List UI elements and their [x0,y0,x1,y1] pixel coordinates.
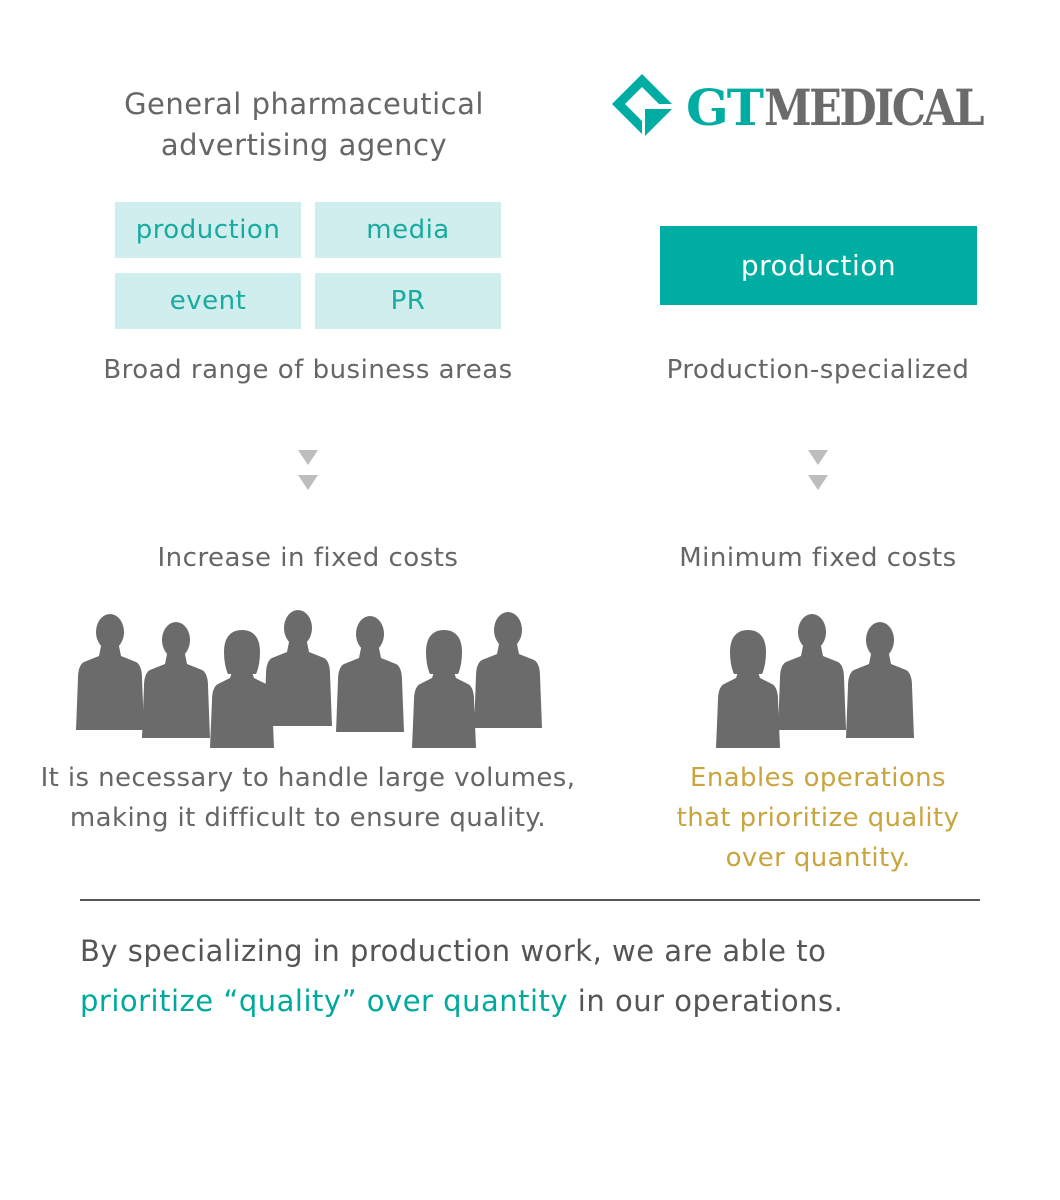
person-silhouette-icon [210,630,274,748]
person-silhouette-icon [264,610,332,726]
right-scope-caption: Production-specialized [666,355,970,385]
person-silhouette-icon [846,622,914,738]
tag-media: media [315,202,501,258]
summary [80,926,980,1026]
tag-event: event [115,273,301,329]
left-outcome-line2: making it difficult to ensure quality. [69,803,547,833]
agency-title [84,84,524,166]
person-silhouette-icon [716,630,780,748]
person-silhouette-icon [412,630,476,748]
down-triangle-icon [808,475,828,490]
logo-medical-text: MEDICAL [764,78,985,137]
gt-medical-logo [612,74,984,138]
down-triangle-icon [808,450,828,465]
agency-title-line1: General pharmaceutical [124,87,484,121]
summary-highlight: prioritize “quality” over quantity [80,984,569,1018]
right-outcome-line2: that prioritize quality [676,803,960,833]
logo-gt-text: GT [686,78,762,137]
person-silhouette-icon [474,612,542,728]
agency-title-line2: advertising agency [160,128,448,162]
right-outcome [638,758,998,878]
person-silhouette-icon [76,614,144,730]
summary-line2 [80,976,980,1026]
right-outcome-line1: Enables operations [690,763,946,793]
divider [80,899,980,901]
left-scope-caption: Broad range of business areas [103,355,513,385]
left-outcome-line1: It is necessary to handle large volumes, [40,763,576,793]
right-outcome-line3: over quantity. [725,843,911,873]
summary-line1: By specializing in production work, we are able to [80,934,827,968]
right-people-group [712,612,918,730]
down-triangle-icon [298,475,318,490]
left-cost-caption: Increase in fixed costs [157,543,459,573]
down-triangle-icon [298,450,318,465]
right-down-arrows [808,450,828,490]
person-silhouette-icon [778,614,846,730]
person-silhouette-icon [142,622,210,738]
tag-production: production [115,202,301,258]
gt-medical-logo-mark [612,74,984,138]
left-people-group [74,606,546,730]
left-down-arrows [298,450,318,490]
summary-line2-rest: in our operations. [568,984,844,1018]
right-cost-caption: Minimum fixed costs [679,543,957,573]
left-outcome [18,758,598,838]
person-silhouette-icon [336,616,404,732]
tag-production-specialized: production [660,226,977,305]
tag-pr: PR [315,273,501,329]
